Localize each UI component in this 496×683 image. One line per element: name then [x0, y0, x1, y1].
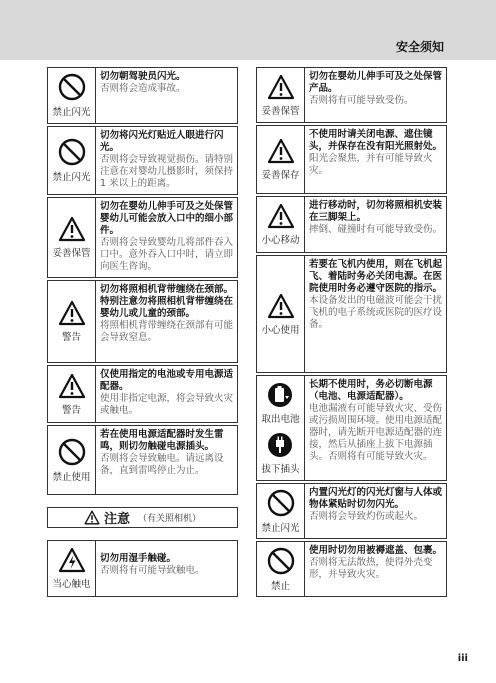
item-consequence: 否则将会导致婴幼儿将部件吞入口中。意外吞入口中时，请立即向医生咨询。 [100, 237, 234, 272]
item-label: 妥善保存 [261, 170, 300, 181]
item-label: 警告 [61, 332, 81, 343]
item-label: 小心移动 [261, 235, 300, 246]
item-consequence: 否则将会导致视觉损伤。请特别注意在对婴幼儿摄影时，须保持 1 米以上的距离。 [100, 154, 234, 189]
item-label: 警告 [61, 404, 81, 416]
prohibition-icon [58, 73, 86, 101]
safety-item [47, 540, 238, 597]
caution-heading [47, 507, 238, 528]
item-consequence: 将照相机背带缠绕在颈部有可能会导致窒息。 [100, 320, 234, 343]
page-title: 安全须知 [395, 40, 444, 54]
item-label-2: 拔下插头 [261, 463, 300, 475]
item-warning: 切勿将照相机背带缠绕在颈部。特别注意勿将照相机背带缠绕在婴幼儿或儿童的颈部。 [100, 284, 234, 319]
item-consequence: 否则将无法散热，使得外壳变形，并导致火灾。 [309, 557, 433, 580]
right-column [256, 67, 447, 599]
item-warning: 仅使用指定的电池或专用电源适配器。 [100, 369, 234, 392]
warning-triangle-icon [267, 203, 295, 229]
safety-item [47, 197, 238, 278]
item-consequence: 否则将有可能导致受伤。 [309, 95, 414, 106]
item-consequence: 电池漏液有可能导致火灾、受伤或污损周围环境。使用电源适配器时，请先断开电源适配器的连接，然后从插座上拔下电源插头。否则将有可能导致火灾。 [309, 403, 443, 462]
warning-triangle-icon [58, 300, 86, 326]
item-warning: 切勿将闪光灯贴近人眼进行闪光。 [100, 130, 224, 153]
item-label: 禁止闪光 [52, 107, 91, 118]
prohibition-icon [267, 547, 295, 575]
item-warning: 使用时切勿用被褥遮盖、包裹。 [309, 545, 443, 556]
item-label: 妥善保管 [52, 248, 91, 259]
safety-item [47, 126, 238, 195]
safety-item [256, 483, 447, 539]
remove-battery-icon [267, 382, 293, 408]
item-warning: 进行移动时，切勿将照相机安装在三脚架上。 [309, 200, 443, 223]
safety-item [47, 425, 238, 495]
item-consequence: 本设备发出的电磁波可能会干扰飞机的电子系统或医院的医疗设备。 [309, 295, 443, 330]
safety-item [256, 125, 447, 194]
prohibition-icon [58, 438, 86, 466]
item-label: 当心触电 [52, 579, 91, 590]
page-header [0, 0, 496, 60]
prohibition-icon [267, 489, 295, 517]
safety-item [47, 365, 238, 423]
item-label: 禁止闪光 [261, 522, 300, 534]
item-label: 禁止使用 [52, 471, 91, 483]
item-warning: 不使用时请关闭电源、遮住镜头，并保存在没有阳光照射处。 [309, 129, 443, 152]
item-label: 妥善保管 [261, 105, 300, 117]
item-consequence: 否则将有可能导致触电。 [100, 565, 205, 576]
item-warning: 切勿朝驾驶员闪光。 [100, 71, 186, 82]
warning-triangle-icon [267, 138, 295, 164]
safety-item [256, 255, 447, 373]
safety-item [47, 280, 238, 363]
caution-title: 注意 [103, 512, 130, 527]
unplug-icon [267, 432, 293, 458]
item-consequence: 摔倒、碰撞时有可能导致受伤。 [309, 224, 443, 235]
item-warning: 切勿在婴幼儿伸手可及之处保管婴幼儿可能会放入口中的细小部件。 [100, 201, 234, 236]
prohibition-icon [58, 138, 86, 166]
warning-triangle-icon [58, 216, 86, 242]
safety-item [256, 67, 447, 123]
warning-triangle-icon [267, 74, 295, 100]
item-consequence: 否则将会导致灼伤或起火。 [309, 511, 424, 522]
item-label: 小心使用 [261, 324, 300, 336]
item-consequence: 否则将会造成事故。 [100, 83, 186, 94]
item-warning: 长期不使用时，务必切断电源（电池、电源适配器）。 [309, 379, 433, 402]
item-consequence: 使用非指定电源，将会导致火灾或触电。 [100, 393, 234, 416]
item-warning: 切勿在婴幼儿伸手可及之处保管产品。 [309, 71, 443, 94]
item-label: 取出电池 [261, 413, 300, 425]
safety-item [256, 541, 447, 597]
caution-triangle-icon [84, 510, 100, 525]
safety-item [256, 375, 447, 481]
item-consequence: 阳光会聚焦，并有可能导致火灾。 [309, 153, 433, 176]
item-consequence: 否则将会导致触电。请远离设备，直到雷鸣停止为止。 [100, 453, 224, 476]
item-warning: 若要在飞机内使用，则在飞机起飞、着陆时务必关闭电源。在医院使用时务必遵守医院的指示。 [309, 259, 443, 294]
item-label: 禁止闪光 [52, 172, 91, 183]
safety-item [47, 67, 238, 124]
warning-triangle-icon [267, 293, 295, 319]
item-warning: 内置闪光灯的闪光灯窗与人体或物体紧贴时切勿闪光。 [309, 487, 443, 510]
electric-shock-icon [58, 547, 86, 573]
item-label: 禁止 [270, 580, 290, 592]
item-warning: 若在使用电源适配器时发生雷鸣，则切勿触碰电源插头。 [100, 429, 224, 452]
caution-subtitle: （有关照相机） [138, 514, 202, 524]
safety-item [256, 196, 447, 253]
page-number: iii [457, 653, 468, 664]
item-warning: 切勿用湿手触碰。 [100, 553, 177, 564]
left-column [47, 67, 238, 599]
warning-triangle-icon [58, 373, 86, 399]
